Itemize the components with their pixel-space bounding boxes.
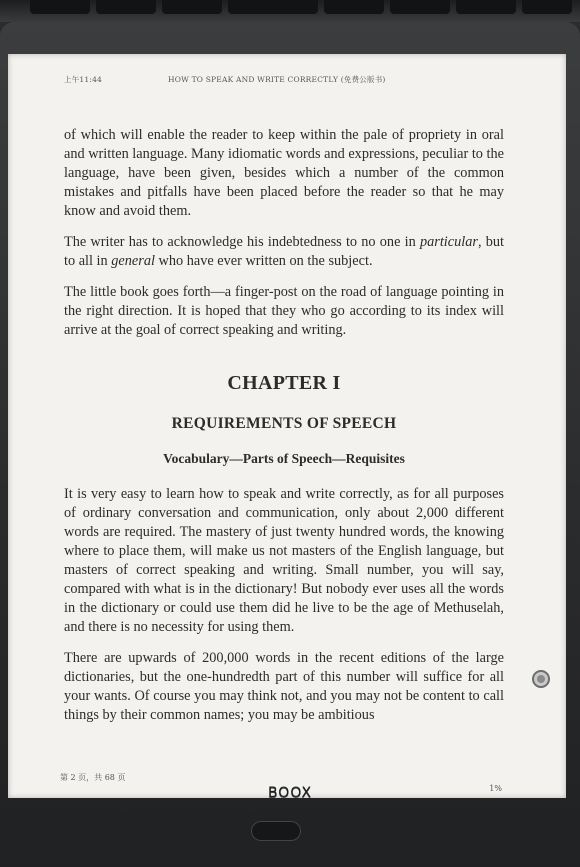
chapter-title: CHAPTER I <box>227 372 341 394</box>
reader-screen[interactable] <box>8 54 566 798</box>
emphasis: particular <box>419 234 478 250</box>
emphasis: general <box>111 253 155 269</box>
keyboard-key <box>390 0 450 14</box>
clock: 上午11:44 <box>64 75 103 84</box>
page-indicator: 第 2 页，共 68 页 <box>60 773 126 782</box>
page-header <box>64 74 526 88</box>
book-title: HOW TO SPEAK AND WRITE CORRECTLY (免费公版书) <box>168 75 386 84</box>
text-run: who have ever written on the subject. <box>154 253 373 269</box>
keyboard-key <box>456 0 516 14</box>
paragraph: It is very easy to learn how to speak and write correctly, as for all purposes of ordinary conversation and communication, only about 2,000 different words are required. The mastery of just twenty hundred words, the knowing where to place them, will make us not masters of the English language, but masters of correct speaking and writing. Small number, you will say, compared with what is in the dictionary! But nobody ever uses all the words in the dictionary or could use them did he live to be the age of Methuselah, and there is no necessity for using them. <box>64 486 504 635</box>
keyboard-key <box>96 0 156 14</box>
paragraph: There are upwards of 200,000 words in the recent editions of the large dictionaries, but the one-hundredth part of this number will suffice for all your wants. Of course you may think not, and you may not be content to call things by their common names; you may be ambitious <box>64 650 504 723</box>
text-run: The writer has to acknowledge his indebtedness to no one in <box>64 234 420 250</box>
paragraph <box>64 233 504 271</box>
keyboard-strip <box>0 0 580 22</box>
subsection-title: Vocabulary—Parts of Speech—Requisites <box>163 451 405 466</box>
keyboard-key <box>522 0 572 14</box>
progress-percent: 1% <box>489 784 502 793</box>
keyboard-key <box>162 0 222 14</box>
floating-menu-button[interactable] <box>532 670 550 688</box>
page-content <box>64 126 504 737</box>
keyboard-key <box>30 0 90 14</box>
home-button[interactable] <box>251 821 301 841</box>
keyboard-key <box>228 0 318 14</box>
paragraph: of which will enable the reader to keep within the pale of propriety in oral and written language. Many idiomatic words and expressions, peculiar to the language, have been given, besides which a number of the common mistakes and pitfalls have been placed before the reader so that he may know and avoid them. <box>64 127 504 219</box>
section-title: REQUIREMENTS OF SPEECH <box>171 415 397 432</box>
keyboard-key <box>324 0 384 14</box>
brand-logo: BOOX <box>267 785 313 801</box>
text-run: , but to all in <box>64 234 505 269</box>
paragraph: The little book goes forth—a finger-post on the road of language pointing in the right direction. It is hoped that they who go according to its index will arrive at the goal of correct speaking and writing. <box>64 284 504 338</box>
